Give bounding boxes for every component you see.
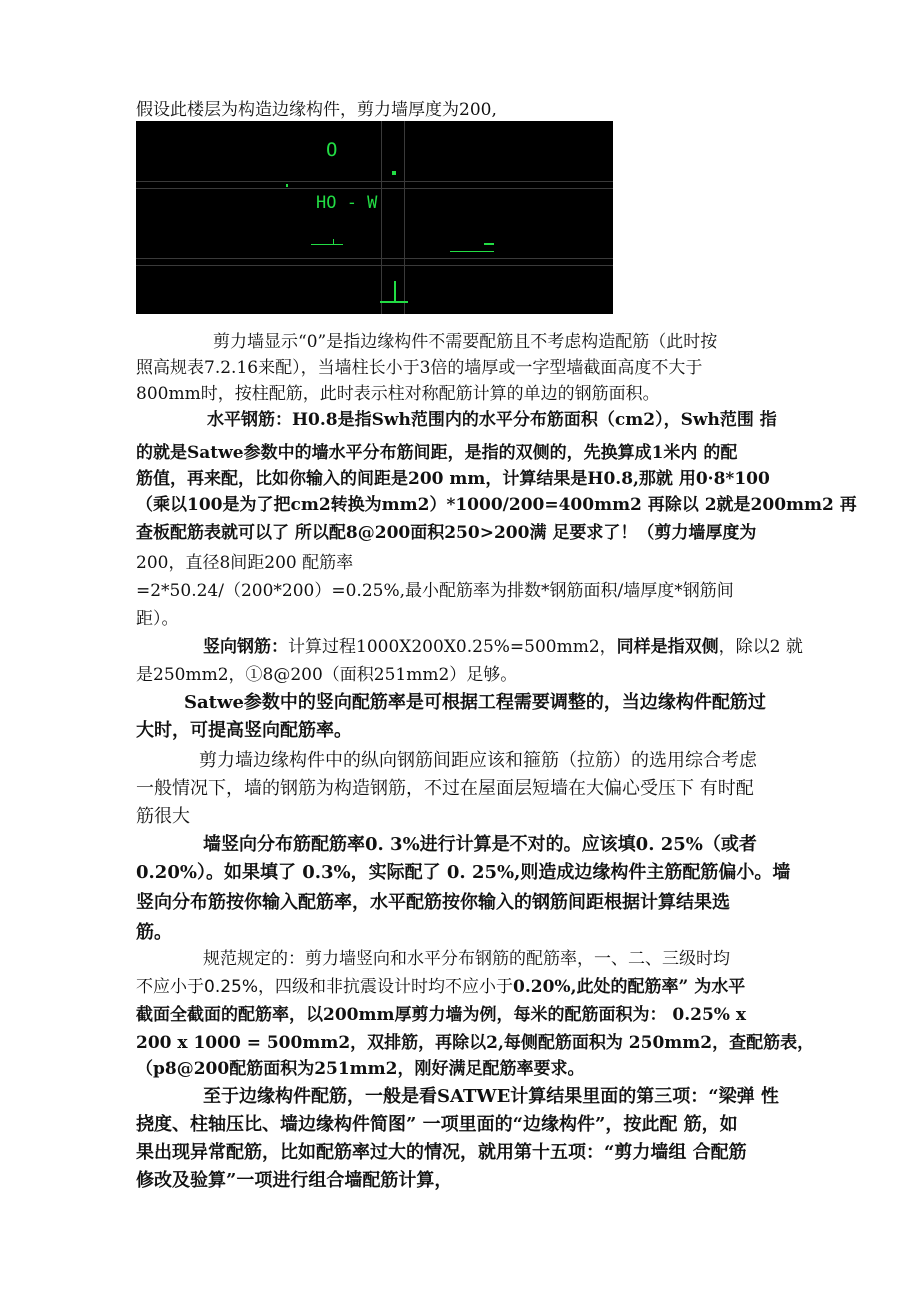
wall-symbol-base bbox=[380, 301, 408, 303]
p2-line: 200，直径8间距200 配筋率 bbox=[136, 553, 354, 573]
grid-line bbox=[136, 258, 613, 259]
p1-line: 照高规表7.2.16来配），当墙柱长小于3倍的墙厚或一字型墙截面高度不大于 bbox=[136, 358, 703, 378]
p6-line: 墙竖向分布筋配筋率0. 3%进行计算是不对的。应该填0. 25%（或者 bbox=[203, 834, 757, 855]
p2-line: 水平钢筋：H0.8是指Swh范围内的水平分布筋面积（cm2），Swh范围 指 bbox=[207, 410, 777, 430]
cad-wall-diagram bbox=[136, 121, 613, 314]
p2-line: （乘以100是为了把cm2转换为mm2）*1000/200=400mm2 再除以 2就是200mm2 再 bbox=[136, 495, 857, 515]
p3-label: 竖向钢筋： bbox=[203, 637, 288, 657]
wall-label: HO - W bbox=[316, 193, 378, 213]
p5-line: 筋很大 bbox=[136, 806, 190, 827]
p4-line: 大时，可提高竖向配筋率。 bbox=[136, 720, 352, 741]
p2-line: 的就是Satwe参数中的墙水平分布筋间距，是指的双侧的，先换算成1米内 的配 bbox=[136, 443, 738, 463]
p4-line: Satwe参数中的竖向配筋率是可根据工程需要调整的，当边缘构件配筋过 bbox=[184, 692, 766, 713]
p6-line: 0.20%）。如果填了 0.3%，实际配了 0. 25%,则造成边缘构件主筋配筋偏小。墙 bbox=[136, 862, 791, 883]
p2-line: 查板配筋表就可以了 所以配8@200面积250>200满 足要求了！（剪力墙厚度为 bbox=[136, 523, 757, 543]
p7-line: 截面全截面的配筋率，以200mm厚剪力墙为例，每米的配筋面积为： 0.25% x bbox=[136, 1005, 746, 1025]
grid-line bbox=[404, 121, 405, 314]
wall-segment-left bbox=[311, 244, 343, 245]
p3-a: 计算过程1000X200X0.25%=500mm2， bbox=[288, 637, 617, 657]
wall-segment-right bbox=[450, 251, 494, 252]
wall-segment-right-mark bbox=[484, 243, 494, 245]
p3-c: ，除以2 就 bbox=[718, 637, 803, 657]
p5-line: 剪力墙边缘构件中的纵向钢筋间距应该和箍筋（拉筋）的选用综合考虑 bbox=[199, 750, 757, 771]
p5-line: 一般情况下，墙的钢筋为构造钢筋，不过在屋面层短墙在大偏心受压下 有时配 bbox=[136, 778, 754, 799]
p7-line: 不应小于0.25%，四级和非抗震设计时均不应小于0.20%,此处的配筋率” 为水平 bbox=[136, 977, 746, 997]
marker-tick bbox=[286, 184, 288, 187]
p2-line: 筋值，再来配，比如你输入的间距是200 mm，计算结果是H0.8,那就 用0·8*100 bbox=[136, 469, 770, 489]
p3-line bbox=[203, 636, 803, 658]
wall-symbol bbox=[394, 281, 396, 301]
p3-line: 是250mm2，①8@200（面积251mm2）足够。 bbox=[136, 665, 518, 685]
p3-b: 同样是指双侧 bbox=[616, 637, 719, 657]
p7-line: （p8@200配筋面积为251mm2，刚好满足配筋率要求。 bbox=[136, 1059, 585, 1079]
grid-line bbox=[136, 181, 613, 182]
grid-line bbox=[136, 265, 613, 266]
p8-line: 修改及验算”一项进行组合墙配筋计算， bbox=[136, 1170, 453, 1191]
p6-line: 竖向分布筋按你输入配筋率，水平配筋按你输入的钢筋间距根据计算结果选 bbox=[136, 892, 730, 913]
p6-line: 筋。 bbox=[136, 922, 172, 943]
wall-segment-left-tick bbox=[333, 239, 334, 245]
grid-line bbox=[381, 121, 382, 314]
p8-line: 挠度、柱轴压比、墙边缘构件简图” 一项里面的“边缘构件”，按此配 筋，如 bbox=[136, 1114, 738, 1135]
p7-line: 200 x 1000 = 500mm2，双排筋，再除以2,每侧配筋面积为 250mm2，查配筋表， bbox=[136, 1033, 815, 1053]
p1-line: 800mm时，按柱配筋，此时表示柱对称配筋计算的单边的钢筋面积。 bbox=[136, 384, 660, 404]
zero-label: O bbox=[326, 139, 338, 161]
p2-line: 距）。 bbox=[136, 609, 179, 629]
p2-line: =2*50.24/（200*200）=0.25%,最小配筋率为排数*钢筋面积/墙厚度*钢筋间 bbox=[136, 581, 734, 601]
intro-line: 假设此楼层为构造边缘构件，剪力墙厚度为200, bbox=[136, 100, 497, 120]
p1-line: 剪力墙显示“0”是指边缘构件不需要配筋且不考虑构造配筋（此时按 bbox=[213, 332, 718, 352]
marker-dot bbox=[392, 171, 396, 175]
p8-line: 至于边缘构件配筋，一般是看SATWE计算结果里面的第三项：“梁弹 性 bbox=[203, 1086, 779, 1107]
grid-line bbox=[136, 188, 613, 189]
p8-line: 果出现异常配筋，比如配筋率过大的情况，就用第十五项：“剪力墙组 合配筋 bbox=[136, 1142, 747, 1163]
p7-line: 规范规定的：剪力墙竖向和水平分布钢筋的配筋率，一、二、三级时均 bbox=[203, 949, 730, 969]
